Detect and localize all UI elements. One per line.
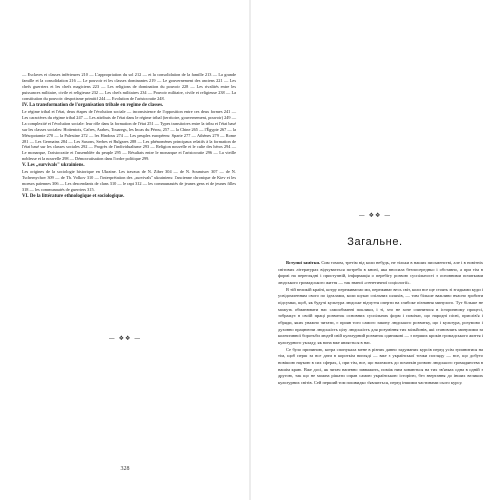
left-page-number: 328	[120, 466, 130, 472]
toc-section-v-text: Les origines de la sociologie historique en Ukraine. Les travaux de N. Ziber 304 — de N. Soumtsov 307 — de N. Tschernychov 309 — de Th. Volkov 310 — l'interprétation des „survivals" ukrainiens: l'ancienne chronique de Kiev et les moeurs païennes 306 — Les descendants de clans 310 — le rapt 312 — les communautés de jeunes gens et de jeunes filles 318 — les communautés de guerriers 315.	[22, 169, 236, 193]
left-page-ornament: — ❖❖ —	[108, 335, 142, 342]
right-page	[250, 0, 500, 500]
paragraph-1-text: Сим томом, третім від коли небудь, не тільки в наших письменстві, але і в новітніх світових літературах відчувається потреба в книзі, яка вносила безпосередньо і обставно, а при тім в формі на переглядні і приступній, інформація о перебігу розвою суспільності з основними початками людського громадського життя — так званої «генетичної соціології».	[278, 260, 484, 285]
paragraph-2: В тій великій країні, котру переживаємо ми, переживає весь світ, коли все ще стоять зі згадками куди і усвідомленням свого по ідеалами, коли шукає спільних шляхів, — тим більше важливо вчасно зробити підсумки, щоб, як будучі культура людське відчуття оперти на глибоке пізнання минулого. Тут більше не можуть обманювати нас самообманні поклики, і ті, хто не хоче спинитися в історичному процесі, зображує в своїй праці розвиток основних суспільних форм і помічає, що народні пісні, прислів'я і обряди, яких уважно читати, є прояв того самого закону людського розвитку, що і культура, розумово і духовно працюючи людськість цілу людськість для розуміння тих мільйонів, які становлять минулими за колективної боротьби людей свій культурний розвиток одинакові — з перших кроків громадського життя і культурного укладу, як вона вже являється в нас.	[278, 286, 483, 345]
toc-section-v-title: V. Les „survivals" ukrainiens.	[22, 163, 85, 169]
paragraph-3: Се було причиною, котра спонукала мене в різних давно задуманих курсів перед усім зупинитися на тім, щоб перш за все дати в короткім вигляді — вже з української точки погляду — все, що добуто новішою наукою в сих сферах, і, при тім, все, що належить до початків розвою людського громадянства в нашім краю. Вже досі, як читач напевно завважить, поміж ним ховаються на тих зв'язках одна в одній з другою, так що не можна рішати справ самою українською історією, без звертання до інших великих культурних світів. Сей перший том пошвидко з'являється, перед іншими частинами сього курсу.	[278, 346, 483, 385]
lead-word: Вступні замітки.	[286, 260, 321, 265]
table-of-contents	[22, 72, 236, 200]
chapter-title: Загальне.	[347, 236, 403, 248]
paragraph-1	[278, 260, 483, 287]
toc-intro-lines: — Esclaves et classes inférieures 210 — L'appropriation du sol 212 — et la consolidation de la famille 213 — La grande famille et la consolidation 216 — Le pouvoir et les classes dominantes 219 — Le gouvernement des anciens 221 — Les chefs guerriers et les chefs magiciens 223 — Les religions de domination du pouvoir 228 — Les rivalités entre les puissances militaire, civile et religieuse 232 — Les chefs militaires 234 — Pouvoir militaire, civile et religieuse 238 — La constitution du pouvoir: despotisme primitif 244 — Evolution de l'aristocratie 248.	[22, 72, 236, 101]
chapter-body	[278, 260, 483, 386]
toc-section-iv-text: Le régime tribal et l'état, deux étapes de l'évolution sociale — inconsistence de l'opposition entre ces deux formes 241 — Les caractères du régime tribal 247 — Les attributs de l'état dans le régime tribal (territoire, gouvernement, pouvoir) 249 — La complexité et l'évolution sociale: leur rôle dans la formation de l'état 251 — Types transitoires entre la tribu et l'état basé sur les classes sociales: Hottentots, Cafres, Arabes, Touaregs, les Incas du Pérou, 257 — la Chine 265 — l'Égypte 267 — la Mésopotamie 270 — la Palestine 272 — les Hindous 274 — Les peuples européens: Sparte 277 — Athènes 279 — Rome 281 — Les Germains 284 — Les Saxons, Serbes et Bulgares 288 — Les phénomènes principaux relatifs à la formation de l'état basé sur les classes sociales 292 — Progrès de l'individualisme 293 — Religion nouvelle et le culte des héros 294 — Le monarque, l'aristocratie et l'assemblée du peuple 295 — Résultats entre le monarque et l'aristocratie 296 — La vieille noblesse et la nouvelle 298 — Démocratisation dans l'ordre politique 299.	[22, 108, 236, 162]
right-page-ornament: — ❖❖ —	[358, 212, 392, 219]
toc-section-vi-title: VI. De la littérature ethnologique et sociologique.	[22, 194, 125, 200]
toc-section-iv-title: IV. La transformation de l'organisation tribale en regime de classes.	[22, 102, 164, 108]
